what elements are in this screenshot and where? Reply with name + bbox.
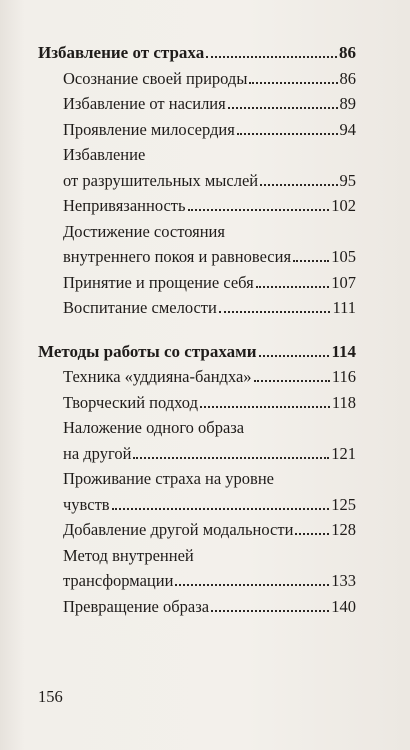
entry-page-number: 140 (331, 596, 356, 616)
entry-title: Избавление от насилия (63, 94, 226, 113)
dot-leader (133, 457, 329, 459)
page-number-folio: 156 (38, 687, 63, 706)
toc-entry (0, 517, 356, 543)
dot-leader (295, 533, 329, 535)
entry-title-line: Избавление (63, 145, 146, 164)
dot-leader (259, 355, 330, 357)
entry-page-number: 118 (331, 392, 356, 412)
entry-title: Превращение образа (63, 596, 210, 616)
toc-section (0, 339, 410, 620)
entry-page-number: 105 (331, 247, 356, 266)
toc-entry (0, 543, 356, 594)
toc-section-heading (0, 339, 356, 365)
entry-title: Воспитание смелости (63, 298, 217, 317)
toc-entry (0, 295, 356, 321)
entry-title-line: внутреннего покоя и равновесия (63, 247, 292, 266)
section-title: Методы работы со страхами (38, 341, 257, 361)
entry-page-number: 107 (331, 272, 356, 292)
entry-page-number: 94 (339, 119, 356, 139)
entry-title-line: от разрушительных мыслей (63, 170, 259, 190)
entry-title-line: Наложение одного образа (63, 418, 245, 437)
dot-leader (211, 610, 329, 612)
entry-page-number: 102 (331, 196, 356, 215)
dot-leader (260, 184, 337, 186)
entry-title-line: чувств (63, 494, 110, 514)
toc-entry (0, 466, 356, 517)
entry-page-number: 125 (331, 494, 356, 514)
toc-entry (0, 594, 356, 620)
dot-leader (200, 406, 330, 408)
toc-entry (0, 66, 356, 92)
entry-page-number: 116 (331, 367, 356, 386)
toc-entry (0, 415, 356, 466)
toc-entry (0, 219, 356, 270)
entry-page-number: 95 (339, 170, 356, 190)
toc-entry (0, 270, 356, 296)
section-page-number: 86 (339, 43, 356, 62)
dot-leader (188, 209, 330, 211)
toc-section-heading (0, 40, 356, 66)
dot-leader (237, 133, 338, 135)
dot-leader (219, 311, 331, 313)
dot-leader (175, 584, 329, 586)
dot-leader (254, 380, 330, 382)
toc-entry (0, 117, 356, 143)
entry-title-line: на другой (63, 443, 132, 463)
entry-title: Непривязанность (63, 196, 186, 215)
entry-page-number: 111 (332, 298, 356, 317)
section-title: Избавление от страха (38, 43, 205, 62)
entry-title-line: трансформации (63, 571, 174, 590)
section-page-number: 114 (331, 341, 356, 361)
toc-entry (0, 364, 356, 390)
entry-title: Принятие и прощение себя (63, 272, 254, 292)
toc-entry (0, 142, 356, 193)
entry-title: Техника «уддияна-бандха» (63, 367, 252, 386)
entry-title: Осознание своей природы (63, 68, 248, 88)
entry-page-number: 128 (331, 520, 356, 539)
toc-entry (0, 193, 356, 219)
entry-title-line: Проживание страха на уровне (63, 469, 275, 488)
entry-page-number: 89 (339, 94, 356, 113)
dot-leader (228, 107, 338, 109)
dot-leader (206, 56, 337, 58)
toc-entry (0, 91, 356, 117)
entry-title-line: Метод внутренней (63, 545, 194, 565)
toc-entry (0, 390, 356, 416)
toc-section (0, 40, 410, 321)
dot-leader (112, 508, 330, 510)
entry-title: Добавление другой модальности (63, 520, 294, 539)
dot-leader (256, 286, 330, 288)
entry-page-number: 133 (331, 571, 356, 590)
entry-page-number: 86 (339, 68, 356, 88)
entry-title-line: Достижение состояния (63, 221, 225, 241)
entry-page-number: 121 (331, 443, 356, 463)
dot-leader (249, 82, 337, 84)
entry-title: Проявление милосердия (63, 119, 235, 139)
entry-title: Творческий подход (63, 392, 198, 412)
dot-leader (293, 260, 329, 262)
table-of-contents (0, 40, 410, 637)
